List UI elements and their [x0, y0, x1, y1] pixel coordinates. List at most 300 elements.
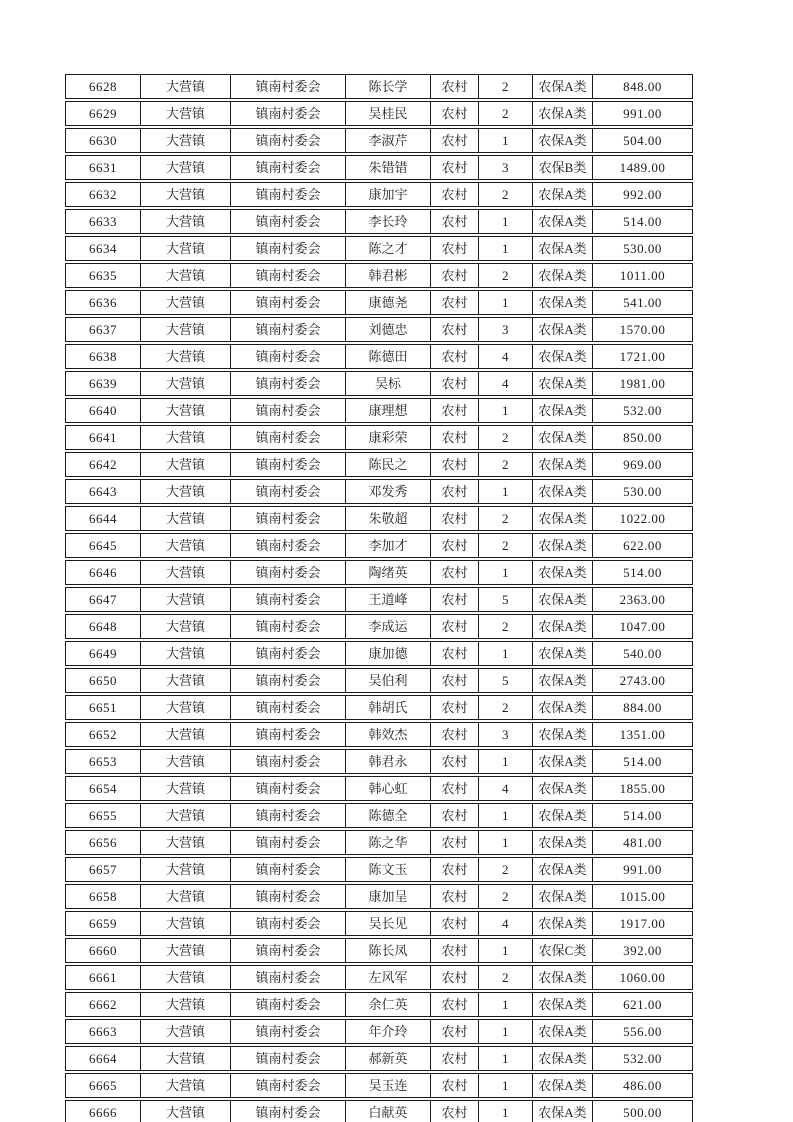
insurance-category-cell: 农保A类: [532, 290, 592, 315]
amount-cell: 2743.00: [592, 668, 693, 693]
town-cell: 大营镇: [140, 533, 230, 558]
insurance-category-cell: 农保A类: [532, 182, 592, 207]
town-cell: 大营镇: [140, 803, 230, 828]
village-committee-cell: 镇南村委会: [230, 803, 345, 828]
amount-cell: 514.00: [592, 803, 693, 828]
residence-type-cell: 农村: [430, 1100, 478, 1122]
serial-number-cell: 6640: [65, 398, 140, 423]
person-count-cell: 2: [478, 182, 532, 207]
person-count-cell: 2: [478, 965, 532, 990]
amount-cell: 530.00: [592, 479, 693, 504]
person-name-cell: 余仁英: [345, 992, 430, 1017]
residence-type-cell: 农村: [430, 695, 478, 720]
town-cell: 大营镇: [140, 722, 230, 747]
town-cell: 大营镇: [140, 236, 230, 261]
town-cell: 大营镇: [140, 857, 230, 882]
table-row: [65, 236, 693, 261]
insurance-category-cell: 农保A类: [532, 425, 592, 450]
village-committee-cell: 镇南村委会: [230, 182, 345, 207]
insurance-category-cell: 农保A类: [532, 641, 592, 666]
person-name-cell: 陈德全: [345, 803, 430, 828]
serial-number-cell: 6631: [65, 155, 140, 180]
village-committee-cell: 镇南村委会: [230, 938, 345, 963]
table-row: [65, 749, 693, 774]
person-count-cell: 1: [478, 992, 532, 1017]
person-count-cell: 3: [478, 722, 532, 747]
insurance-category-cell: 农保A类: [532, 911, 592, 936]
insurance-category-cell: 农保A类: [532, 830, 592, 855]
village-committee-cell: 镇南村委会: [230, 74, 345, 99]
town-cell: 大营镇: [140, 1100, 230, 1122]
residence-type-cell: 农村: [430, 317, 478, 342]
amount-cell: 532.00: [592, 1046, 693, 1071]
serial-number-cell: 6658: [65, 884, 140, 909]
village-committee-cell: 镇南村委会: [230, 857, 345, 882]
village-committee-cell: 镇南村委会: [230, 236, 345, 261]
town-cell: 大营镇: [140, 452, 230, 477]
person-count-cell: 2: [478, 533, 532, 558]
person-name-cell: 郝新英: [345, 1046, 430, 1071]
town-cell: 大营镇: [140, 560, 230, 585]
village-committee-cell: 镇南村委会: [230, 830, 345, 855]
person-name-cell: 陈之华: [345, 830, 430, 855]
insurance-category-cell: 农保A类: [532, 74, 592, 99]
amount-cell: 991.00: [592, 101, 693, 126]
person-count-cell: 1: [478, 1100, 532, 1122]
table-row: [65, 1073, 693, 1098]
residence-type-cell: 农村: [430, 911, 478, 936]
town-cell: 大营镇: [140, 668, 230, 693]
serial-number-cell: 6661: [65, 965, 140, 990]
village-committee-cell: 镇南村委会: [230, 560, 345, 585]
residence-type-cell: 农村: [430, 371, 478, 396]
serial-number-cell: 6642: [65, 452, 140, 477]
insurance-category-cell: 农保A类: [532, 1046, 592, 1071]
town-cell: 大营镇: [140, 776, 230, 801]
amount-cell: 969.00: [592, 452, 693, 477]
table-row: [65, 587, 693, 612]
village-committee-cell: 镇南村委会: [230, 290, 345, 315]
village-committee-cell: 镇南村委会: [230, 209, 345, 234]
residence-type-cell: 农村: [430, 749, 478, 774]
table-row: [65, 263, 693, 288]
village-committee-cell: 镇南村委会: [230, 641, 345, 666]
village-committee-cell: 镇南村委会: [230, 587, 345, 612]
table-row: [65, 290, 693, 315]
village-committee-cell: 镇南村委会: [230, 776, 345, 801]
amount-cell: 1570.00: [592, 317, 693, 342]
person-name-cell: 陶绪英: [345, 560, 430, 585]
town-cell: 大营镇: [140, 587, 230, 612]
insurance-category-cell: 农保A类: [532, 1073, 592, 1098]
person-count-cell: 4: [478, 344, 532, 369]
serial-number-cell: 6638: [65, 344, 140, 369]
town-cell: 大营镇: [140, 398, 230, 423]
village-committee-cell: 镇南村委会: [230, 1100, 345, 1122]
person-name-cell: 吴玉连: [345, 1073, 430, 1098]
village-committee-cell: 镇南村委会: [230, 1019, 345, 1044]
person-count-cell: 2: [478, 506, 532, 531]
insurance-category-cell: 农保C类: [532, 938, 592, 963]
serial-number-cell: 6633: [65, 209, 140, 234]
insurance-category-cell: 农保A类: [532, 965, 592, 990]
person-count-cell: 1: [478, 749, 532, 774]
person-name-cell: 朱敬超: [345, 506, 430, 531]
town-cell: 大营镇: [140, 290, 230, 315]
person-count-cell: 1: [478, 803, 532, 828]
person-name-cell: 陈长学: [345, 74, 430, 99]
town-cell: 大营镇: [140, 74, 230, 99]
insurance-category-cell: 农保A类: [532, 857, 592, 882]
residence-type-cell: 农村: [430, 425, 478, 450]
town-cell: 大营镇: [140, 992, 230, 1017]
table-row: [65, 884, 693, 909]
person-name-cell: 陈民之: [345, 452, 430, 477]
town-cell: 大营镇: [140, 695, 230, 720]
insurance-category-cell: 农保A类: [532, 209, 592, 234]
amount-cell: 1981.00: [592, 371, 693, 396]
table-row: [65, 560, 693, 585]
table-row: [65, 857, 693, 882]
town-cell: 大营镇: [140, 1073, 230, 1098]
person-count-cell: 5: [478, 587, 532, 612]
amount-cell: 621.00: [592, 992, 693, 1017]
residence-type-cell: 农村: [430, 533, 478, 558]
village-committee-cell: 镇南村委会: [230, 155, 345, 180]
serial-number-cell: 6657: [65, 857, 140, 882]
person-count-cell: 2: [478, 452, 532, 477]
person-name-cell: 康彩荣: [345, 425, 430, 450]
insurance-category-cell: 农保A类: [532, 992, 592, 1017]
table-row: [65, 965, 693, 990]
insurance-category-cell: 农保A类: [532, 263, 592, 288]
residence-type-cell: 农村: [430, 722, 478, 747]
serial-number-cell: 6644: [65, 506, 140, 531]
person-count-cell: 1: [478, 209, 532, 234]
table-row: [65, 371, 693, 396]
table-row: [65, 317, 693, 342]
serial-number-cell: 6632: [65, 182, 140, 207]
serial-number-cell: 6650: [65, 668, 140, 693]
person-count-cell: 3: [478, 155, 532, 180]
amount-cell: 1489.00: [592, 155, 693, 180]
serial-number-cell: 6643: [65, 479, 140, 504]
person-name-cell: 陈文玉: [345, 857, 430, 882]
residence-type-cell: 农村: [430, 776, 478, 801]
table-row: [65, 533, 693, 558]
insurance-category-cell: 农保A类: [532, 506, 592, 531]
residence-type-cell: 农村: [430, 236, 478, 261]
residence-type-cell: 农村: [430, 560, 478, 585]
person-count-cell: 1: [478, 938, 532, 963]
serial-number-cell: 6663: [65, 1019, 140, 1044]
village-committee-cell: 镇南村委会: [230, 452, 345, 477]
person-name-cell: 朱错错: [345, 155, 430, 180]
amount-cell: 884.00: [592, 695, 693, 720]
amount-cell: 486.00: [592, 1073, 693, 1098]
serial-number-cell: 6662: [65, 992, 140, 1017]
amount-cell: 991.00: [592, 857, 693, 882]
residence-type-cell: 农村: [430, 965, 478, 990]
amount-cell: 1011.00: [592, 263, 693, 288]
table-row: [65, 992, 693, 1017]
benefits-roster-table: [65, 72, 693, 1122]
serial-number-cell: 6654: [65, 776, 140, 801]
village-committee-cell: 镇南村委会: [230, 425, 345, 450]
table-row: [65, 641, 693, 666]
table-row: [65, 209, 693, 234]
amount-cell: 530.00: [592, 236, 693, 261]
village-committee-cell: 镇南村委会: [230, 128, 345, 153]
person-name-cell: 康加呈: [345, 884, 430, 909]
amount-cell: 1917.00: [592, 911, 693, 936]
insurance-category-cell: 农保A类: [532, 101, 592, 126]
serial-number-cell: 6660: [65, 938, 140, 963]
person-count-cell: 4: [478, 371, 532, 396]
insurance-category-cell: 农保A类: [532, 695, 592, 720]
town-cell: 大营镇: [140, 155, 230, 180]
residence-type-cell: 农村: [430, 857, 478, 882]
amount-cell: 1015.00: [592, 884, 693, 909]
serial-number-cell: 6641: [65, 425, 140, 450]
amount-cell: 622.00: [592, 533, 693, 558]
person-count-cell: 2: [478, 857, 532, 882]
insurance-category-cell: 农保A类: [532, 128, 592, 153]
table-row: [65, 830, 693, 855]
town-cell: 大营镇: [140, 641, 230, 666]
town-cell: 大营镇: [140, 938, 230, 963]
amount-cell: 1060.00: [592, 965, 693, 990]
table-row: [65, 668, 693, 693]
insurance-category-cell: 农保A类: [532, 749, 592, 774]
village-committee-cell: 镇南村委会: [230, 344, 345, 369]
residence-type-cell: 农村: [430, 290, 478, 315]
town-cell: 大营镇: [140, 182, 230, 207]
person-name-cell: 康加宇: [345, 182, 430, 207]
town-cell: 大营镇: [140, 1019, 230, 1044]
insurance-category-cell: 农保A类: [532, 452, 592, 477]
residence-type-cell: 农村: [430, 398, 478, 423]
town-cell: 大营镇: [140, 263, 230, 288]
residence-type-cell: 农村: [430, 641, 478, 666]
person-count-cell: 2: [478, 695, 532, 720]
insurance-category-cell: 农保A类: [532, 587, 592, 612]
insurance-category-cell: 农保A类: [532, 533, 592, 558]
residence-type-cell: 农村: [430, 614, 478, 639]
serial-number-cell: 6659: [65, 911, 140, 936]
serial-number-cell: 6630: [65, 128, 140, 153]
person-name-cell: 吴伯利: [345, 668, 430, 693]
amount-cell: 540.00: [592, 641, 693, 666]
serial-number-cell: 6646: [65, 560, 140, 585]
person-name-cell: 陈之才: [345, 236, 430, 261]
insurance-category-cell: 农保A类: [532, 1100, 592, 1122]
insurance-category-cell: 农保A类: [532, 803, 592, 828]
insurance-category-cell: 农保A类: [532, 722, 592, 747]
amount-cell: 514.00: [592, 560, 693, 585]
residence-type-cell: 农村: [430, 479, 478, 504]
residence-type-cell: 农村: [430, 452, 478, 477]
person-count-cell: 1: [478, 560, 532, 585]
residence-type-cell: 农村: [430, 101, 478, 126]
person-count-cell: 1: [478, 830, 532, 855]
village-committee-cell: 镇南村委会: [230, 911, 345, 936]
person-name-cell: 韩心虹: [345, 776, 430, 801]
serial-number-cell: 6647: [65, 587, 140, 612]
amount-cell: 1855.00: [592, 776, 693, 801]
residence-type-cell: 农村: [430, 128, 478, 153]
person-name-cell: 吴桂民: [345, 101, 430, 126]
village-committee-cell: 镇南村委会: [230, 101, 345, 126]
town-cell: 大营镇: [140, 884, 230, 909]
person-name-cell: 年介玲: [345, 1019, 430, 1044]
person-count-cell: 1: [478, 290, 532, 315]
person-count-cell: 2: [478, 884, 532, 909]
person-count-cell: 4: [478, 911, 532, 936]
amount-cell: 500.00: [592, 1100, 693, 1122]
person-name-cell: 陈长凤: [345, 938, 430, 963]
residence-type-cell: 农村: [430, 938, 478, 963]
table-row: [65, 722, 693, 747]
town-cell: 大营镇: [140, 911, 230, 936]
person-count-cell: 2: [478, 101, 532, 126]
town-cell: 大营镇: [140, 830, 230, 855]
person-name-cell: 韩君彬: [345, 263, 430, 288]
insurance-category-cell: 农保A类: [532, 614, 592, 639]
amount-cell: 556.00: [592, 1019, 693, 1044]
insurance-category-cell: 农保A类: [532, 371, 592, 396]
serial-number-cell: 6629: [65, 101, 140, 126]
table-row: [65, 101, 693, 126]
serial-number-cell: 6665: [65, 1073, 140, 1098]
table-row: [65, 1019, 693, 1044]
person-name-cell: 韩效杰: [345, 722, 430, 747]
table-row: [65, 344, 693, 369]
person-count-cell: 1: [478, 128, 532, 153]
village-committee-cell: 镇南村委会: [230, 263, 345, 288]
serial-number-cell: 6666: [65, 1100, 140, 1122]
table-row: [65, 911, 693, 936]
insurance-category-cell: 农保A类: [532, 560, 592, 585]
residence-type-cell: 农村: [430, 344, 478, 369]
village-committee-cell: 镇南村委会: [230, 371, 345, 396]
person-count-cell: 5: [478, 668, 532, 693]
serial-number-cell: 6648: [65, 614, 140, 639]
serial-number-cell: 6653: [65, 749, 140, 774]
insurance-category-cell: 农保A类: [532, 236, 592, 261]
person-count-cell: 3: [478, 317, 532, 342]
insurance-category-cell: 农保A类: [532, 479, 592, 504]
serial-number-cell: 6656: [65, 830, 140, 855]
person-name-cell: 白献英: [345, 1100, 430, 1122]
town-cell: 大营镇: [140, 209, 230, 234]
town-cell: 大营镇: [140, 614, 230, 639]
town-cell: 大营镇: [140, 371, 230, 396]
village-committee-cell: 镇南村委会: [230, 695, 345, 720]
person-count-cell: 2: [478, 614, 532, 639]
residence-type-cell: 农村: [430, 830, 478, 855]
residence-type-cell: 农村: [430, 992, 478, 1017]
town-cell: 大营镇: [140, 749, 230, 774]
serial-number-cell: 6645: [65, 533, 140, 558]
village-committee-cell: 镇南村委会: [230, 965, 345, 990]
town-cell: 大营镇: [140, 506, 230, 531]
insurance-category-cell: 农保A类: [532, 398, 592, 423]
person-name-cell: 康加德: [345, 641, 430, 666]
town-cell: 大营镇: [140, 344, 230, 369]
village-committee-cell: 镇南村委会: [230, 1073, 345, 1098]
amount-cell: 992.00: [592, 182, 693, 207]
table-row: [65, 155, 693, 180]
village-committee-cell: 镇南村委会: [230, 533, 345, 558]
person-name-cell: 李成运: [345, 614, 430, 639]
residence-type-cell: 农村: [430, 506, 478, 531]
village-committee-cell: 镇南村委会: [230, 317, 345, 342]
residence-type-cell: 农村: [430, 263, 478, 288]
table-row: [65, 479, 693, 504]
person-count-cell: 1: [478, 479, 532, 504]
residence-type-cell: 农村: [430, 182, 478, 207]
amount-cell: 848.00: [592, 74, 693, 99]
amount-cell: 532.00: [592, 398, 693, 423]
village-committee-cell: 镇南村委会: [230, 479, 345, 504]
village-committee-cell: 镇南村委会: [230, 1046, 345, 1071]
person-name-cell: 李淑芹: [345, 128, 430, 153]
insurance-category-cell: 农保A类: [532, 884, 592, 909]
residence-type-cell: 农村: [430, 884, 478, 909]
table-row: [65, 776, 693, 801]
amount-cell: 541.00: [592, 290, 693, 315]
serial-number-cell: 6664: [65, 1046, 140, 1071]
residence-type-cell: 农村: [430, 209, 478, 234]
residence-type-cell: 农村: [430, 1019, 478, 1044]
table-row: [65, 614, 693, 639]
serial-number-cell: 6639: [65, 371, 140, 396]
village-committee-cell: 镇南村委会: [230, 992, 345, 1017]
residence-type-cell: 农村: [430, 1046, 478, 1071]
person-name-cell: 李长玲: [345, 209, 430, 234]
residence-type-cell: 农村: [430, 803, 478, 828]
person-name-cell: 康德尧: [345, 290, 430, 315]
serial-number-cell: 6636: [65, 290, 140, 315]
residence-type-cell: 农村: [430, 155, 478, 180]
village-committee-cell: 镇南村委会: [230, 884, 345, 909]
person-name-cell: 吴标: [345, 371, 430, 396]
town-cell: 大营镇: [140, 965, 230, 990]
insurance-category-cell: 农保A类: [532, 776, 592, 801]
village-committee-cell: 镇南村委会: [230, 668, 345, 693]
person-name-cell: 康理想: [345, 398, 430, 423]
table-row: [65, 425, 693, 450]
amount-cell: 1721.00: [592, 344, 693, 369]
person-count-cell: 2: [478, 425, 532, 450]
amount-cell: 514.00: [592, 749, 693, 774]
amount-cell: 850.00: [592, 425, 693, 450]
insurance-category-cell: 农保A类: [532, 317, 592, 342]
amount-cell: 392.00: [592, 938, 693, 963]
table-row: [65, 128, 693, 153]
town-cell: 大营镇: [140, 425, 230, 450]
serial-number-cell: 6651: [65, 695, 140, 720]
village-committee-cell: 镇南村委会: [230, 614, 345, 639]
table-row: [65, 938, 693, 963]
town-cell: 大营镇: [140, 1046, 230, 1071]
roster-table-body: [65, 74, 693, 1122]
serial-number-cell: 6628: [65, 74, 140, 99]
person-name-cell: 王道峰: [345, 587, 430, 612]
serial-number-cell: 6655: [65, 803, 140, 828]
village-committee-cell: 镇南村委会: [230, 398, 345, 423]
